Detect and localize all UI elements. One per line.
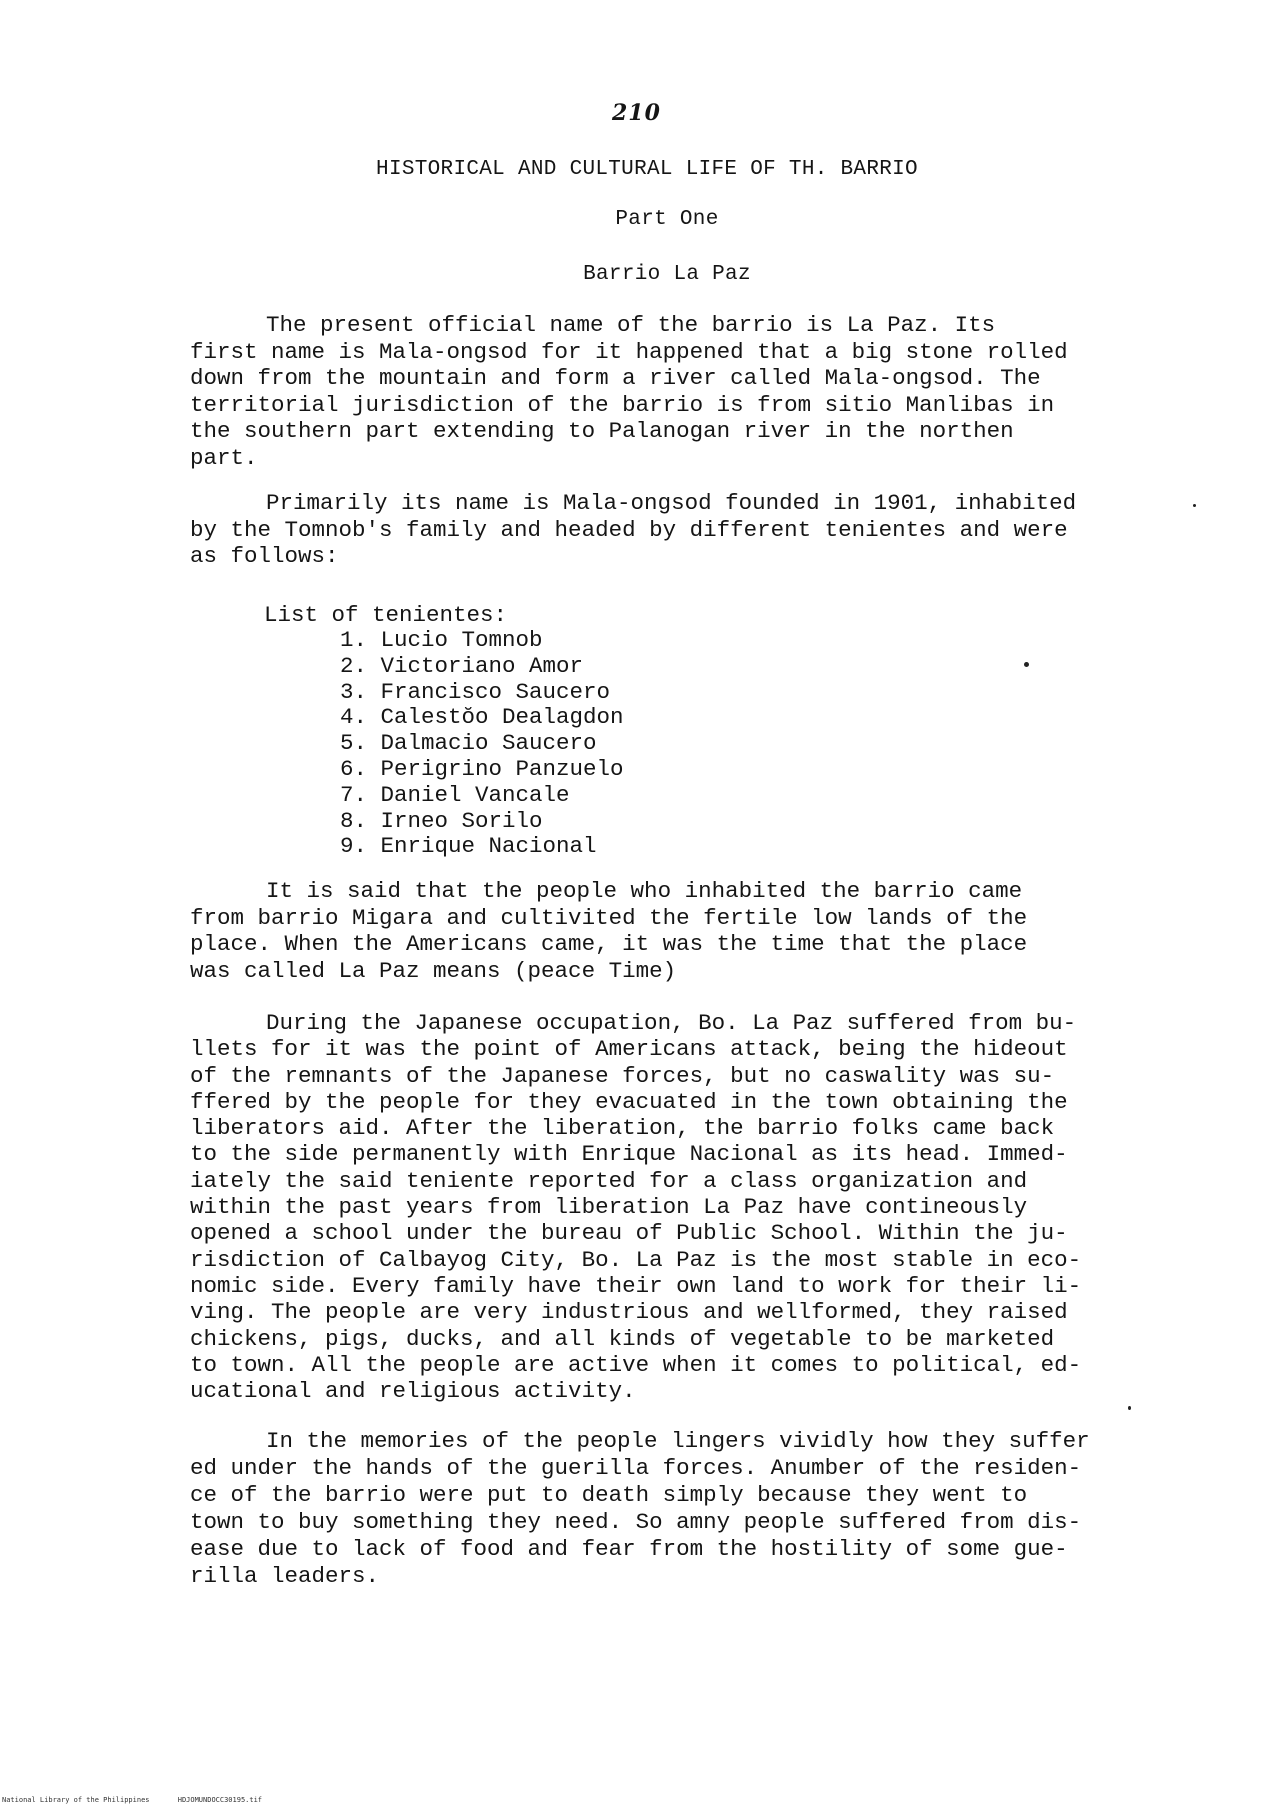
list-item: 4. Calestŏo Dealagdon <box>340 704 624 731</box>
list-item: 3. Francisco Saucero <box>340 678 611 705</box>
list-item: 5. Dalmacio Saucero <box>340 730 597 757</box>
list-item: 1. Lucio Tomnob <box>340 627 543 653</box>
document-title: HISTORICAL AND CULTURAL LIFE OF TH. BARRIO <box>376 158 918 181</box>
tenientes-list <box>340 628 624 860</box>
paragraph-origin: It is said that the people who inhabited the barrio came from barrio Migara and cultivited the fertile low lands of the place. When the Americans came, it was the time that the place was called La Paz means (peace Time) <box>190 878 1028 984</box>
paragraph-memories: In the memories of the people lingers vividly how they suffer ed under the hands of the guerilla forces. Anumber of the residen- ce of the barrio were put to death simply because they went to town to buy something they need. So amny people suffered from dis- ease due to lack of food and fear from the hostility of some gue- rilla leaders. <box>190 1428 1090 1589</box>
scan-speck <box>1193 504 1196 507</box>
list-item: 6. Perigrino Panzuelo <box>340 755 624 782</box>
list-item: 9. Enrique Nacional <box>340 833 597 860</box>
scan-speck <box>1128 1406 1131 1410</box>
page-number: 210 <box>612 100 661 126</box>
list-item: 7. Daniel Vancale <box>340 781 570 808</box>
footer-library-name: National Library of the Philippines <box>2 1796 150 1804</box>
list-item: 2. Victoriano Amor <box>340 652 584 679</box>
paragraph-japanese-occupation: During the Japanese occupation, Bo. La Paz suffered from bu- llets for it was the point of Americans attack, being the hideout of the remnants of the Japanese forces, but no caswality was su- ffered by the people for they evacuated in the town obtaining the liberators aid. After the liberation, the barrio folks came back to the side permanently with Enrique Nacional as its head. Immed- iately the said teniente reported for a class organization and within the past years from liberation La Paz have contineously opened a school under the bureau of Public School. Within the ju- risdiction of Calbayog City, Bo. La Paz is the most stable in eco- nomic side. Every family have their own land to work for their li- ving. The people are very industrious and wellformed, they raised chickens, pigs, ducks, and all kinds of vegetable to be marketed to town. All the people are active when it comes to political, ed- ucational and religious activity. <box>190 1010 1082 1405</box>
list-item: 8. Irneo Sorilo <box>340 807 543 834</box>
paragraph-founding: Primarily its name is Mala-ongsod founded in 1901, inhabited by the Tomnob's family and headed by different tenientes and were as follows: <box>190 490 1077 569</box>
scan-footer <box>2 1796 262 1804</box>
scan-speck <box>1024 662 1029 667</box>
part-heading: Part One <box>615 208 719 231</box>
barrio-heading: Barrio La Paz <box>583 263 751 286</box>
tenientes-list-heading: List of tenientes: <box>264 602 508 628</box>
paragraph-official-name: The present official name of the barrio is La Paz. Its first name is Mala-ongsod for it happened that a big stone rolled down from the mountain and form a river called Mala-ongsod. The territorial jurisdiction of the barrio is from sitio Manlibas in the southern part extending to Palanogan river in the northen part. <box>190 312 1068 471</box>
footer-file-name: HDJOMUNDOCC30195.tif <box>177 1796 263 1804</box>
